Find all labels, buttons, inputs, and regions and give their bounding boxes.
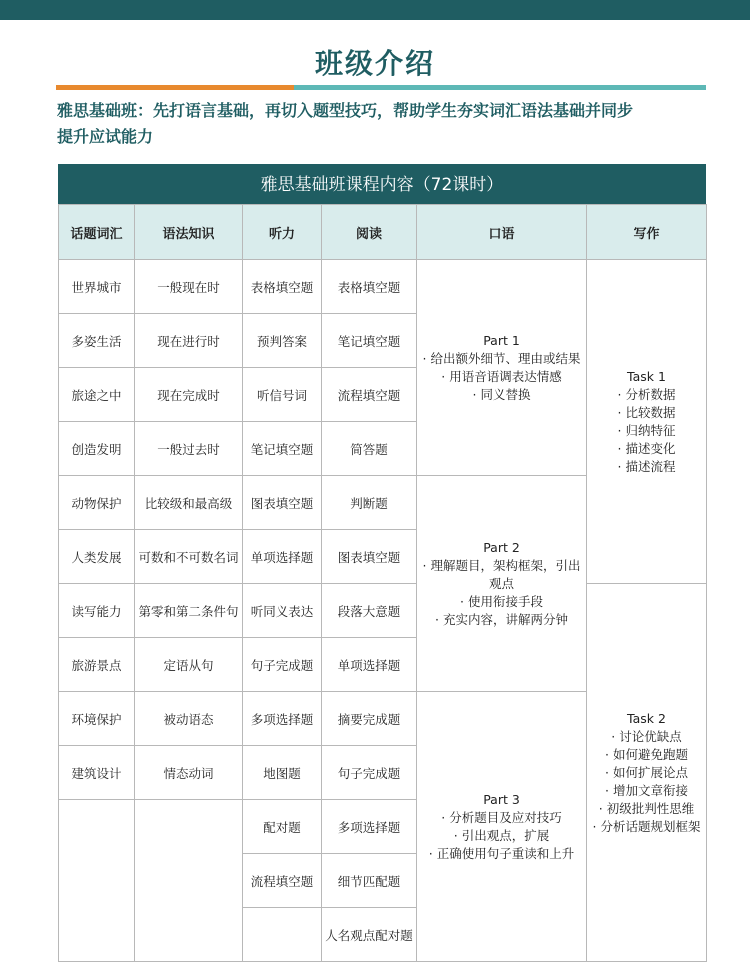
listening-cell: 图表填空题	[243, 476, 322, 530]
listening-cell: 表格填空题	[243, 260, 322, 314]
speaking-point: · 引出观点，扩展	[453, 827, 550, 843]
table-row	[59, 260, 707, 314]
page-title: 班级介绍	[314, 47, 435, 80]
speaking-point: · 理解题目，架构框架，引出	[422, 557, 581, 573]
writing-point: · 描述变化	[617, 440, 676, 456]
grammar-cell: 一般现在时	[135, 260, 243, 314]
speaking-point: · 给出额外细节、理由或结果	[422, 350, 581, 366]
listening-cell	[243, 908, 322, 962]
grammar-cell: 定语从句	[135, 638, 243, 692]
grammar-cell: 第零和第二条件句	[135, 584, 243, 638]
grammar-cell: 比较级和最高级	[135, 476, 243, 530]
writing-point: · 如何避免跑题	[605, 746, 688, 762]
topic-cell: 建筑设计	[59, 746, 135, 800]
reading-cell: 表格填空题	[322, 260, 417, 314]
writing-point: · 分析数据	[617, 386, 676, 402]
grammar-cell: 一般过去时	[135, 422, 243, 476]
title-underline-teal	[294, 85, 706, 90]
reading-cell: 判断题	[322, 476, 417, 530]
table-title: 雅思基础班课程内容（72课时）	[58, 164, 706, 204]
reading-cell: 简答题	[322, 422, 417, 476]
reading-cell: 流程填空题	[322, 368, 417, 422]
intro-line: 雅思基础班：先打语言基础，再切入题型技巧，帮助学生夯实词汇语法基础并同步	[57, 101, 634, 120]
listening-cell: 流程填空题	[243, 854, 322, 908]
speaking-part3	[417, 692, 587, 962]
listening-cell: 笔记填空题	[243, 422, 322, 476]
topic-cell: 世界城市	[59, 260, 135, 314]
header-listening: 听力	[243, 205, 322, 260]
reading-cell: 多项选择题	[322, 800, 417, 854]
speaking-point: · 用语音语调表达情感	[441, 368, 562, 384]
reading-cell: 细节匹配题	[322, 854, 417, 908]
writing-point: · 如何扩展论点	[605, 764, 688, 780]
course-table	[58, 204, 707, 962]
topic-cell: 旅途之中	[59, 368, 135, 422]
speaking-part1	[417, 260, 587, 476]
writing-task-title: Task 1	[627, 368, 666, 384]
topic-cell: 人类发展	[59, 530, 135, 584]
speaking-point: · 分析题目及应对技巧	[441, 809, 562, 825]
listening-cell: 配对题	[243, 800, 322, 854]
listening-cell: 多项选择题	[243, 692, 322, 746]
reading-cell: 单项选择题	[322, 638, 417, 692]
writing-task-title: Task 2	[627, 710, 666, 726]
speaking-point: · 正确使用句子重读和上升	[428, 845, 575, 861]
header-grammar: 语法知识	[135, 205, 243, 260]
speaking-part2	[417, 476, 587, 692]
writing-point: · 比较数据	[617, 404, 676, 420]
topic-cell: 多姿生活	[59, 314, 135, 368]
header-reading: 阅读	[322, 205, 417, 260]
intro-line: 提升应试能力	[57, 127, 154, 146]
writing-point: · 归纳特征	[617, 422, 676, 438]
writing-point: · 分析话题规划框架	[592, 818, 701, 834]
topic-cell: 旅游景点	[59, 638, 135, 692]
topic-cell: 动物保护	[59, 476, 135, 530]
writing-point: · 初级批判性思维	[598, 800, 695, 816]
listening-cell: 听同义表达	[243, 584, 322, 638]
speaking-part-title: Part 2	[483, 539, 520, 555]
listening-cell: 单项选择题	[243, 530, 322, 584]
writing-point: · 描述流程	[617, 458, 676, 474]
topic-cell: 读写能力	[59, 584, 135, 638]
writing-point: · 增加文章衔接	[605, 782, 688, 798]
listening-cell: 预判答案	[243, 314, 322, 368]
grammar-cell: 现在进行时	[135, 314, 243, 368]
table-row	[59, 584, 707, 638]
listening-cell: 听信号词	[243, 368, 322, 422]
grammar-cell: 情态动词	[135, 746, 243, 800]
topic-cell: 环境保护	[59, 692, 135, 746]
writing-task2	[587, 584, 707, 962]
grammar-cell: 可数和不可数名词	[135, 530, 243, 584]
header-writing: 写作	[587, 205, 707, 260]
top-band	[0, 0, 750, 20]
speaking-point: 观点	[488, 575, 514, 591]
reading-cell: 人名观点配对题	[322, 908, 417, 962]
grammar-cell: 现在完成时	[135, 368, 243, 422]
listening-cell: 句子完成题	[243, 638, 322, 692]
listening-cell: 地图题	[243, 746, 322, 800]
header-row	[59, 205, 707, 260]
topic-cell: 创造发明	[59, 422, 135, 476]
writing-point: · 讨论优缺点	[611, 728, 682, 744]
reading-cell: 图表填空题	[322, 530, 417, 584]
reading-cell: 笔记填空题	[322, 314, 417, 368]
grammar-cell-empty	[135, 800, 243, 962]
topic-cell-empty	[59, 800, 135, 962]
reading-cell: 句子完成题	[322, 746, 417, 800]
reading-cell: 摘要完成题	[322, 692, 417, 746]
speaking-point: · 使用衔接手段	[460, 593, 543, 609]
header-speaking: 口语	[417, 205, 587, 260]
speaking-part-title: Part 1	[483, 332, 520, 348]
speaking-point: · 充实内容，讲解两分钟	[435, 611, 568, 627]
header-topic: 话题词汇	[59, 205, 135, 260]
speaking-part-title: Part 3	[483, 791, 520, 807]
grammar-cell: 被动语态	[135, 692, 243, 746]
intro-text	[57, 98, 717, 150]
title-underline-orange	[56, 85, 294, 90]
speaking-point: · 同义替换	[472, 386, 531, 402]
reading-cell: 段落大意题	[322, 584, 417, 638]
writing-task1	[587, 260, 707, 584]
